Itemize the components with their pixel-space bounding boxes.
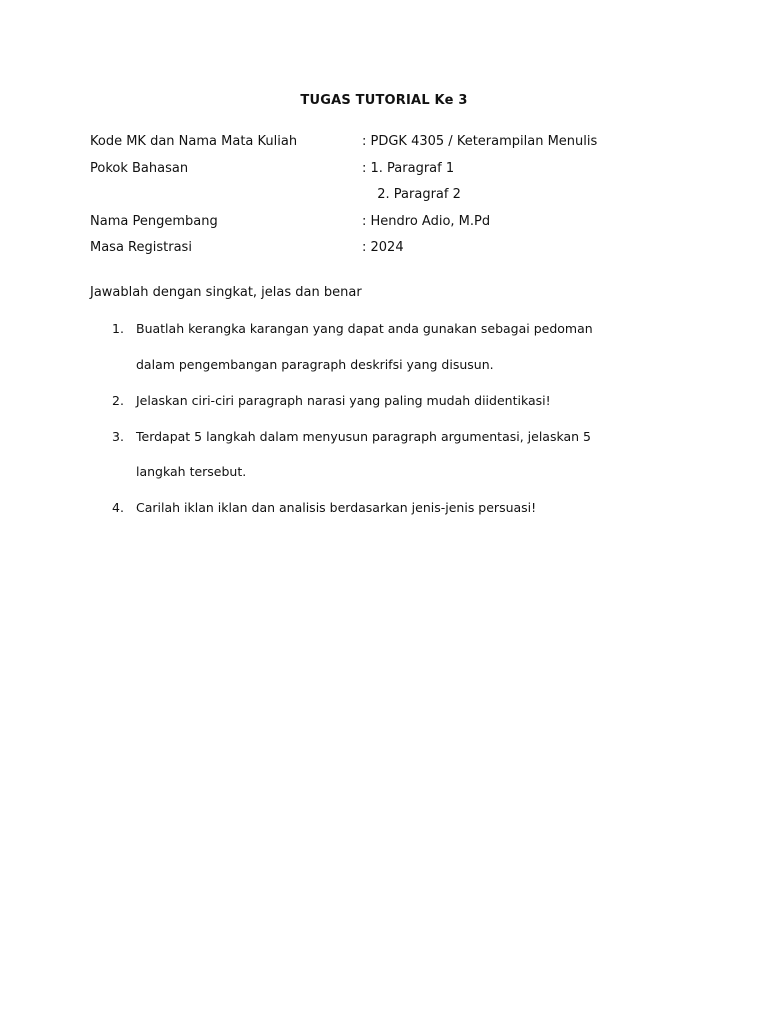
info-label: Masa Registrasi [90, 240, 192, 255]
info-value: : 1. Paragraf 1 [362, 161, 455, 176]
question-number: 2. [112, 393, 124, 408]
info-label: Pokok Bahasan [90, 161, 189, 176]
info-row-masa-registrasi [90, 240, 690, 260]
question-number: 1. [112, 321, 124, 336]
info-value: : 2024 [362, 240, 404, 255]
question-number: 4. [112, 500, 124, 515]
info-row-pokok-bahasan [90, 161, 690, 181]
question-text-line: dalam pengembangan paragraph deskrifsi yang disusun. [136, 357, 494, 372]
instruction-text: Jawablah dengan singkat, jelas dan benar [90, 285, 362, 300]
info-row-nama-pengembang [90, 214, 690, 234]
info-value: : PDGK 4305 / Keterampilan Menulis [362, 134, 598, 149]
info-label: Nama Pengembang [90, 214, 218, 229]
question-number: 3. [112, 429, 124, 444]
question-text-line: Terdapat 5 langkah dalam menyusun paragraph argumentasi, jelaskan 5 [136, 429, 592, 444]
info-row-pokok-bahasan-cont [90, 187, 690, 207]
question-text-line: Buatlah kerangka karangan yang dapat anda gunakan sebagai pedoman [136, 321, 593, 336]
info-value: : Hendro Adio, M.Pd [362, 214, 491, 229]
info-label: Kode MK dan Nama Mata Kuliah [90, 134, 298, 149]
question-text-line: langkah tersebut. [136, 464, 247, 479]
question-text-line: Jelaskan ciri-ciri paragraph narasi yang paling mudah diidentikasi! [136, 393, 551, 408]
document-title: TUGAS TUTORIAL Ke 3 [300, 93, 468, 108]
info-value: 2. Paragraf 2 [369, 187, 461, 202]
info-row-kode-mk [90, 134, 690, 154]
question-text-line: Carilah iklan iklan dan analisis berdasarkan jenis-jenis persuasi! [136, 500, 537, 515]
